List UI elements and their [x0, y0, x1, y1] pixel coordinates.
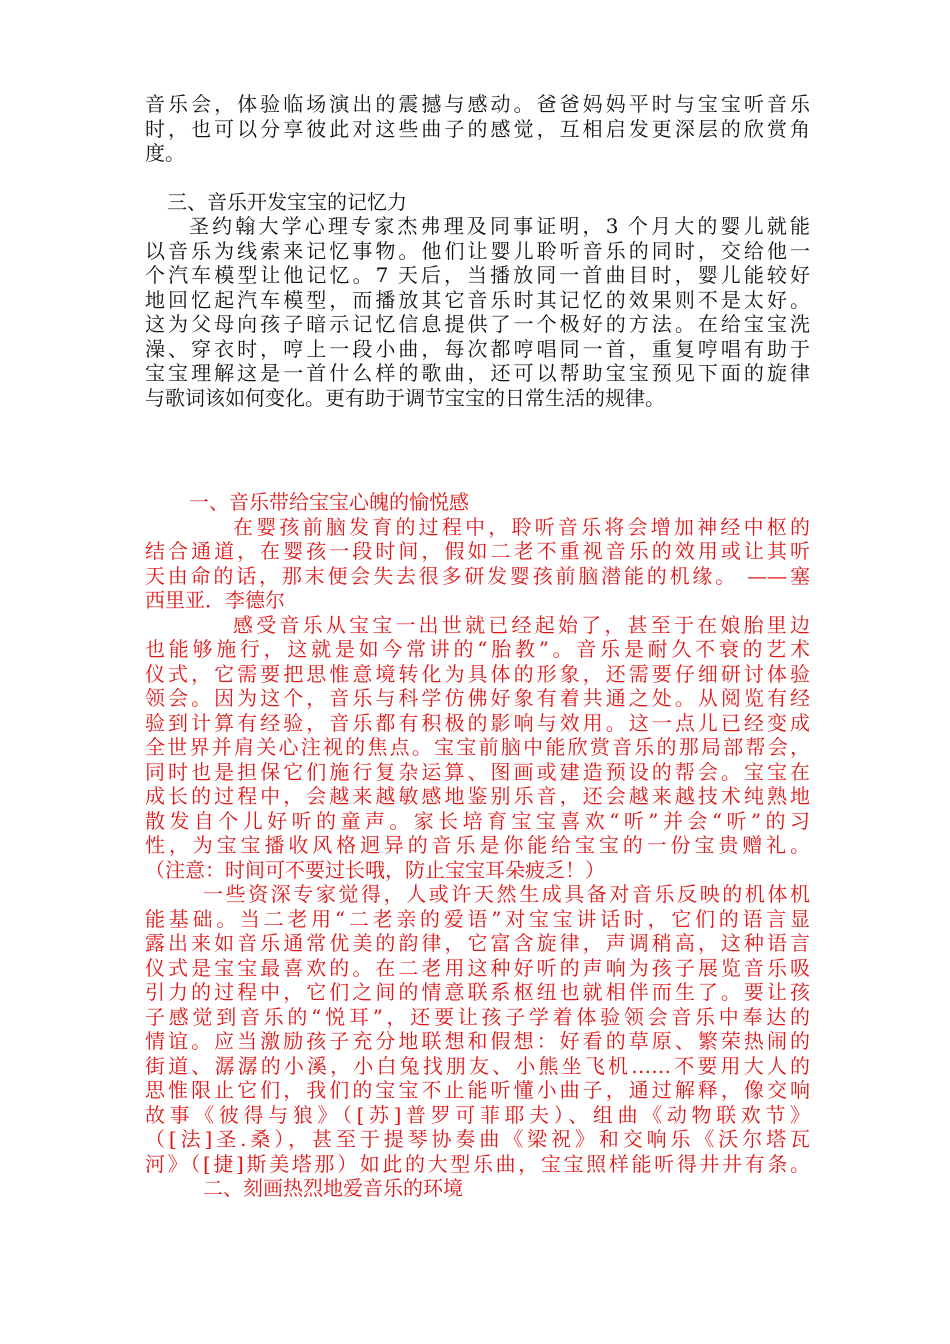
text-line: 引力的过程中，它们之间的情意联系枢纽也就相伴而生了。要让孩	[145, 980, 810, 1004]
section-heading-environment: 二、刻画热烈地爱音乐的环境	[203, 1176, 463, 1200]
text-line: （注意：时间可不要过长哦，防止宝宝耳朵疲乏！）	[145, 857, 605, 882]
text-line: 感受音乐从宝宝一出世就已经起始了，甚至于在娘胎里边	[233, 612, 810, 637]
text-line: 情谊。应当激励孩子充分地联想和假想：好看的草原、繁荣热闹的	[145, 1029, 810, 1053]
text-line: 时，也可以分享彼此对这些曲子的感觉，互相启发更深层的欣赏角	[145, 116, 810, 141]
text-line: 音乐会，体验临场演出的震撼与感动。爸爸妈妈平时与宝宝听音乐	[145, 92, 810, 116]
text-line: 验到计算有经验，音乐都有积极的影响与效用。这一点儿已经变成	[145, 710, 810, 735]
text-line: 领会。因为这个，音乐与科学仿佛好象有着共通之处。从阅览有经	[145, 686, 810, 710]
text-line: 以音乐为线索来记忆事物。他们让婴儿聆听音乐的同时，交给他一	[145, 238, 810, 263]
text-line: 子感觉到音乐的“悦耳”，还要让孩子学着体验领会音乐中奉达的	[145, 1004, 810, 1029]
text-line: 性，为宝宝播收风格迥异的音乐是你能给宝宝的一份宝贵赠礼。	[145, 833, 810, 857]
text-line: 露出来如音乐通常优美的韵律，它富含旋律，声调稍高，这种语言	[145, 931, 810, 955]
intro-paragraph	[145, 92, 810, 166]
text-line: 街道、潺潺的小溪，小白兔找朋友、小熊坐飞机……不要用大人的	[145, 1053, 810, 1078]
text-line: 结合通道，在婴孩一段时间，假如二老不重视音乐的效用或让其听	[145, 539, 810, 563]
text-line: 能基础。当二老用“二老亲的爱语”对宝宝讲话时，它们的语言显	[145, 906, 810, 931]
text-line: 成长的过程中，会越来越敏感地鉴别乐音，还会越来越技术纯熟地	[145, 784, 810, 808]
document-page	[145, 92, 810, 1201]
text-line: 宝宝理解这是一首什么样的歌曲，还可以帮助宝宝预见下面的旋律	[145, 361, 810, 385]
text-line: 思惟限止它们，我们的宝宝不止能听懂小曲子，通过解释，像交响	[145, 1078, 810, 1102]
memory-section	[145, 190, 810, 411]
text-line: 地回忆起汽车模型，而播放其它音乐时其记忆的效果则不是太好。	[145, 287, 810, 312]
text-line: 散发自个儿好听的童声。家长培育宝宝喜欢“听”并会“听”的习	[145, 808, 810, 833]
text-line: 度。	[145, 141, 185, 165]
text-line: 仪式，它需要把思惟意境转化为具体的形象，还需要仔细研讨体验	[145, 661, 810, 686]
joy-section	[145, 490, 810, 1201]
text-line: 一些资深专家觉得，人或许天然生成具备对音乐反映的机体机	[203, 882, 810, 906]
text-line: 这为父母向孩子暗示记忆信息提供了一个极好的方法。在给宝宝洗	[145, 312, 810, 336]
text-line: 个汽车模型让他记忆。7 天后，当播放同一首曲目时，婴儿能较好	[145, 263, 810, 287]
text-line: （[法]圣.桑），甚至于提琴协奏曲《梁祝》和交响乐《沃尔塔瓦	[145, 1127, 810, 1151]
section-heading-memory: 三、音乐开发宝宝的记忆力	[167, 189, 407, 214]
text-line: 故事《彼得与狼》（[苏]普罗可菲耶夫）、组曲《动物联欢节》	[145, 1102, 810, 1127]
text-line: 天由命的话，那末便会失去很多研发婴孩前脑潜能的机缘。 ——塞	[145, 563, 810, 588]
text-line: 也能够施行，这就是如今常讲的“胎教”。音乐是耐久不衰的艺术	[145, 637, 810, 661]
text-line: 全世界并肩关心注视的焦点。宝宝前脑中能欣赏音乐的那局部帮会，	[145, 735, 810, 759]
text-line: 澡、穿衣时，哼上一段小曲，每次都哼唱同一首，重复哼唱有助于	[145, 336, 810, 361]
section-heading-joy: 一、音乐带给宝宝心魄的愉悦感	[189, 490, 469, 514]
text-line: 与歌词该如何变化。更有助于调节宝宝的日常生活的规律。	[145, 385, 665, 410]
text-line: 在婴孩前脑发育的过程中，聆听音乐将会增加神经中枢的	[233, 514, 810, 539]
text-line: 西里亚．李德尔	[145, 588, 285, 612]
text-line: 仪式是宝宝最喜欢的。在二老用这种好听的声响为孩子展览音乐吸	[145, 955, 810, 980]
text-line: 圣约翰大学心理专家杰弗理及同事证明，3 个月大的婴儿就能	[189, 214, 810, 238]
text-line: 河》（[捷]斯美塔那）如此的大型乐曲，宝宝照样能听得井井有条。	[145, 1151, 810, 1176]
text-line: 同时也是担保它们施行复杂运算、图画或建造预设的帮会。宝宝在	[145, 759, 810, 784]
